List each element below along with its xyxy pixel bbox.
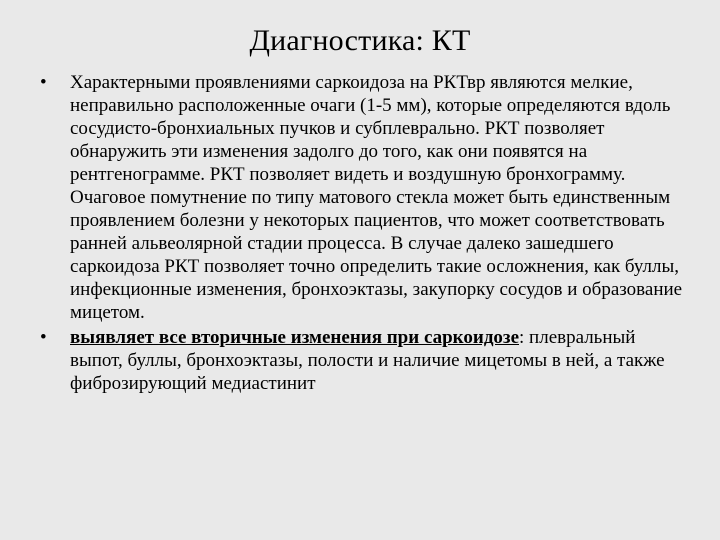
bullet-marker: • bbox=[40, 72, 47, 93]
bullet-text: Характерными проявлениями саркоидоза на РКТвр являются мелкие, неправильно расположенные очаги (1-5 мм), которые определяются вдоль сосудисто-бронхиальных пучков и субплеврально. РКТ позволяет обнаружить эти изменения задолго до того, как они появятся на рентгенограмме. РКТ позволяет видеть и воздушную бронхограмму. Очаговое помутнение по типу матового стекла может быть единственным проявлением болезни у некоторых пациентов, что может соответствовать ранней альвеолярной стадии процесса. В случае далеко зашедшего саркоидоза РКТ позволяет точно определить такие осложнения, как буллы, инфекционные изменения, бронхоэктазы, закупорку сосудов и образование мицетом. bbox=[70, 72, 683, 323]
bullet-item-2 bbox=[40, 326, 688, 395]
bullet-text: : плевральный выпот, буллы, бронхоэктазы, полости и наличие мицетомы в ней, а также фиброзирующий медиастинит bbox=[70, 327, 665, 394]
bullet-emphasis: выявляет все вторичные изменения при саркоидозе bbox=[70, 327, 520, 348]
bullet-list bbox=[40, 71, 688, 397]
bullet-item-1 bbox=[40, 71, 688, 324]
slide-title: Диагностика: КТ bbox=[249, 24, 471, 57]
bullet-marker: • bbox=[40, 327, 47, 348]
bullet-text-container bbox=[70, 326, 688, 395]
